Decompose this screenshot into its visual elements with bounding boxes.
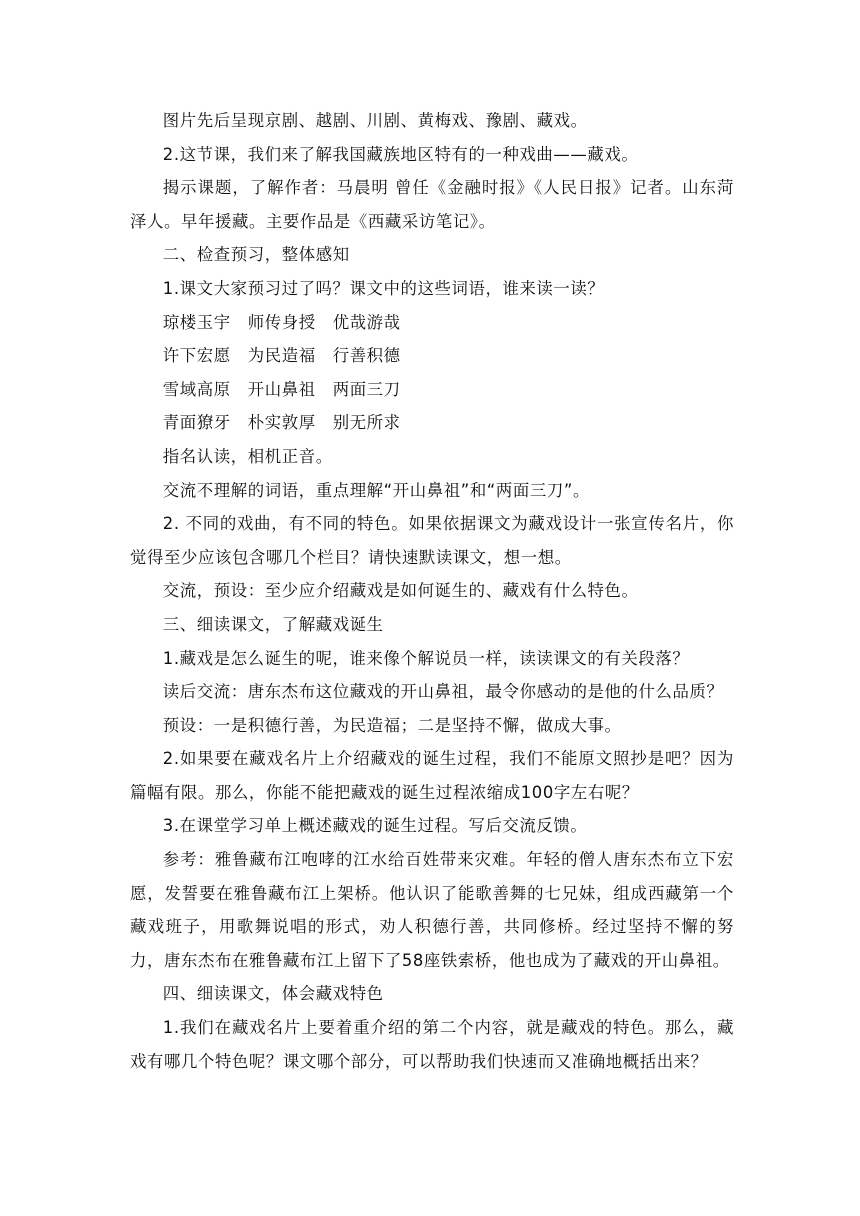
section-heading-2: 二、检查预习，整体感知 (162, 245, 350, 265)
paragraph-preview-question: 1.课文大家预习过了吗？课文中的这些词语，谁来读一读？ (162, 278, 605, 298)
paragraph-reading-check: 指名认读，相机正音。 (162, 446, 333, 466)
paragraph-summary-feedback: 3.在课堂学习单上概述藏戏的诞生过程。写后交流反馈。 (162, 816, 588, 836)
vocabulary-row-3: 雪域高原 开山鼻祖 两面三刀 (162, 379, 401, 399)
paragraph-name-card-question: 2. 不同的戏曲，有不同的特色。如果依据课文为藏戏设计一张宣传名片，你觉得至少应该包含哪几个栏目？请快速默读课文，想一想。 (130, 514, 734, 567)
section-heading-4: 四、细读课文，体会藏戏特色 (162, 984, 384, 1004)
vocabulary-row-2: 许下宏愿 为民造福 行善积德 (162, 346, 401, 366)
paragraph-features-question: 1.我们在藏戏名片上要着重介绍的第二个内容，就是藏戏的特色。那么，藏戏有哪几个特色呢？课文哪个部分，可以帮助我们快速而又准确地概括出来？ (130, 1018, 734, 1071)
paragraph-reference-summary: 参考：雅鲁藏布江咆哮的江水给百姓带来灾难。年轻的僧人唐东杰布立下宏愿，发誓要在雅鲁藏布江上架桥。他认识了能歌善舞的七兄妹，组成西藏第一个藏戏班子，用歌舞说唱的形式，劝人积德行善，共同修桥。经过坚持不懈的努力，唐东杰布在雅鲁藏布江上留下了58座铁索桥，他也成为了藏戏的开山鼻祖。 (130, 850, 734, 970)
paragraph-origin-discussion: 读后交流：唐东杰布这位藏戏的开山鼻祖，最令你感动的是他的什么品质？ (162, 682, 724, 702)
paragraph-origin-preset: 预设：一是积德行善，为民造福；二是坚持不懈，做成大事。 (162, 715, 622, 735)
paragraph-vocabulary-discussion: 交流不理解的词语，重点理解“开山鼻祖”和“两面三刀”。 (162, 480, 590, 500)
paragraph-name-card-preset: 交流，预设：至少应介绍藏戏是如何诞生的、藏戏有什么特色。 (162, 581, 639, 601)
paragraph-summary-task: 2.如果要在藏戏名片上介绍藏戏的诞生过程，我们不能原文照抄是吧？因为篇幅有限。那么，你能不能把藏戏的诞生过程浓缩成100字左右呢？ (130, 749, 734, 802)
vocabulary-row-4: 青面獠牙 朴实敦厚 别无所求 (162, 413, 401, 433)
vocabulary-row-1: 琼楼玉宇 师传身授 优哉游哉 (162, 312, 401, 332)
paragraph-author-intro: 揭示课题，了解作者：马晨明 曾任《金融时报》《人民日报》记者。山东菏泽人。早年援藏。主要作品是《西藏采访笔记》。 (130, 178, 734, 231)
document-body (130, 104, 734, 1078)
section-heading-3: 三、细读课文，了解藏戏诞生 (162, 614, 384, 634)
paragraph-lesson-topic: 2.这节课，我们来了解我国藏族地区特有的一种戏曲——藏戏。 (162, 144, 639, 164)
paragraph-intro-images: 图片先后呈现京剧、越剧、川剧、黄梅戏、豫剧、藏戏。 (162, 111, 588, 130)
paragraph-origin-question: 1.藏戏是怎么诞生的呢，谁来像个解说员一样，读读课文的有关段落？ (162, 648, 690, 668)
